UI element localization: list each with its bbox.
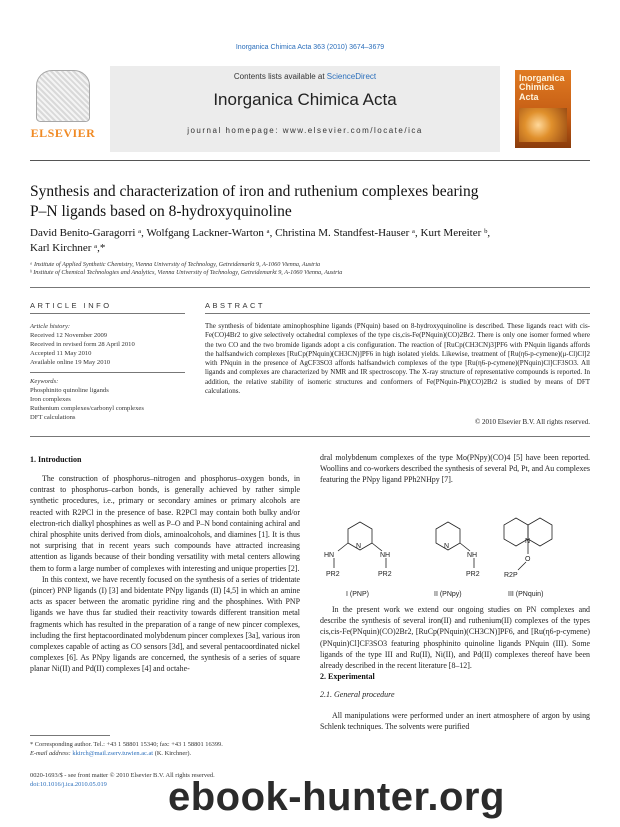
footnote-rule — [30, 735, 110, 736]
masthead — [110, 66, 500, 152]
scheme-label-iii: III (PNquin) — [508, 591, 544, 598]
right-paragraph-1: dral molybdenum complexes of the type Mo(PNpy)(CO)4 [5] have been reported. Woollins and co-workers described the synthesis of several Pd, Pt, and Au complexes featuring the PNpy ligand PPh2NHpy [7]. — [320, 453, 590, 485]
accepted-date: Accepted 11 May 2010 — [30, 350, 92, 357]
ligand-scheme — [320, 508, 590, 608]
email-suffix: (K. Kirchner). — [153, 750, 192, 757]
right-column-mid — [320, 604, 590, 671]
watermark: ebook-hunter.org — [168, 775, 505, 819]
journal-cover-image[interactable] — [515, 70, 571, 148]
scheme-label-i: I (PNP) — [346, 591, 369, 598]
abstract-text: The synthesis of bidentate aminophosphine ligands (PNquin) based on 8-hydroxyquinoline is described. These ligands react with cis-Fe(CO)4Br2 to give selectively octahedral complexes of the type cis,cis-Fe(PNquin)(CO)2Br2. There is only one isomer formed where the two CO and the two bromide ligands adopt a cis configuration. The reaction of [RuCp(CH3CN)3]PF6 with PNquin ligands affords the halfsandwich complexes [RuCp(PNquin)(CH3CN)]PF6 in high isolated yields. Likewise, treatment of [Ru(η6-p-cymene)(μ-Cl)Cl]2 with PNquin in the presence of AgCF3SO3 affords halfsandwich complexes of the type [Ru(η6-p-cymene)(PNquin)Cl]CF3SO3. All ligands and complexes are characterized by NMR and IR spectroscopy. The X-ray structure of representative compounds is reported. In addition, the relative stability of isomeric structures and conformers of Fe(PNquin-Ph)(CO)2Br2 is studied by means of DFT calculations. — [205, 322, 590, 396]
quinoline-ring-b — [528, 518, 552, 546]
affiliation-a: ᵃ Institute of Applied Synthetic Chemistry, Vienna University of Technology, Getreidemarkt 9, A-1060 Vienna, Austria — [30, 261, 321, 268]
right-column-top — [320, 452, 590, 486]
right-column-bottom — [320, 710, 590, 732]
keywords-block — [30, 377, 180, 422]
general-procedure-heading: 2.1. General procedure — [320, 690, 395, 699]
online-date: Available online 19 May 2010 — [30, 359, 111, 366]
right-paragraph-3: All manipulations were performed under an inert atmosphere of argon by using Schlenk techniques. The solvents were purified — [320, 711, 590, 732]
abstract-bottom-rule — [30, 436, 590, 437]
elsevier-tree-icon — [36, 70, 90, 122]
author-list — [30, 226, 595, 256]
email-label: E-mail address: — [30, 750, 73, 757]
affiliation-b: ᵇ Institute of Chemical Technologies and Analytics, Vienna University of Technology, Getreidemarkt 9, A-1060 Vienna, Austria — [30, 269, 343, 276]
authors-line-1[interactable]: David Benito-Garagorri ᵃ, Wolfgang Lackner-Warton ᵃ, Christina M. Standfest-Hauser ᵃ, Kurt Mereiter ᵇ, — [30, 227, 491, 239]
info-rule — [30, 313, 185, 314]
header-rule — [30, 160, 590, 161]
revised-date: Received in revised form 28 April 2010 — [30, 341, 135, 348]
journal-citation[interactable]: Inorganica Chimica Acta 363 (2010) 3674–3679 — [235, 44, 385, 51]
abstract-copyright: © 2010 Elsevier B.V. All rights reserved. — [474, 418, 590, 426]
doi-link[interactable]: doi:10.1016/j.ica.2010.05.019 — [30, 781, 107, 788]
contents-line — [110, 66, 500, 81]
journal-header — [30, 66, 590, 152]
atom-nh-ii: NH — [467, 552, 478, 559]
abstract-heading: ABSTRACT — [205, 301, 266, 310]
received-date: Received 12 November 2009 — [30, 332, 108, 339]
cover-art — [519, 108, 567, 142]
atom-o-iii: O — [525, 556, 531, 563]
abstract-rule — [205, 313, 590, 314]
sciencedirect-link[interactable]: ScienceDirect — [326, 72, 377, 81]
journal-name: Inorganica Chimica Acta — [213, 90, 397, 109]
right-paragraph-2: In the present work we extend our ongoing studies on PN complexes and describe the synthesis of several iron(II) and ruthenium(II) complexes of the types cis,cis-Fe(PNquin)(CO)2Br2, [RuCp(PNquin)(CH3CN)]PF6, and [Ru(η6-p-cymene)(PNquin)Cl]CF3SO3 featuring phosphinito quinoline ligands PNquin (III). Some ligands of the type III and Ru(II), Ni(II), and Pd(II) complexes thereof have been already described in the recent literature [8–12]. — [320, 605, 590, 671]
atom-pr2-i-right: PR2 — [378, 571, 392, 578]
footnote-email-line — [30, 749, 310, 758]
affiliation-rule — [30, 287, 590, 288]
author-email-link[interactable]: kkirch@mail.zserv.tuwien.ac.at — [72, 750, 154, 757]
experimental-heading: 2. Experimental — [320, 672, 375, 681]
bond-i-right — [372, 543, 382, 551]
article-info-heading: ARTICLE INFO — [30, 301, 112, 310]
authors-line-2[interactable]: Karl Kirchner ᵃ,* — [30, 242, 106, 254]
atom-n-iii: N — [525, 538, 531, 545]
intro-paragraph-2: In this context, we have recently focused on the synthesis of a series of tridentate (pincer) PNP ligands (I) [3] and bidentate PNpy ligands (II) [4,5] in which an amine acts as spacer between the aromatic pyridine ring and the phosphines. With PNP ligands we have thus far studied their reactivity towards different transition metal fragments which has resulted in the preparation of a range of new pincer complexes, including the first heptacoordinated molybdenum pincer complexes [3a], various iron complexes capable of acting as CO sensors [3d], and several pentacoordinated nickel complexes [6]. As PNpy ligands are concerned, the synthesis of a series of square planar Ni(II) and Pd(II) complexes [4] and octahe- — [30, 574, 300, 674]
introduction-heading: 1. Introduction — [30, 455, 82, 464]
atom-pr2-ii: PR2 — [466, 571, 480, 578]
issn-line: 0020-1693/$ - see front matter © 2010 Elsevier B.V. All rights reserved. — [30, 772, 215, 779]
cover-title: Inorganica Chimica Acta — [519, 73, 565, 102]
contents-prefix: Contents lists available at — [233, 72, 327, 81]
atom-n-ii: N — [444, 543, 450, 550]
left-column — [30, 473, 300, 675]
atom-nh-i: NH — [380, 552, 391, 559]
bond-i-left — [338, 543, 348, 551]
keyword-item: Phosphinito quinoline ligands — [30, 387, 109, 394]
keyword-item: Iron complexes — [30, 396, 71, 403]
footnote-contact: * Corresponding author. Tel.: +43 1 58801 15340; fax: +43 1 58801 16399. — [30, 741, 223, 748]
keywords-label: Keywords: — [30, 378, 59, 385]
scheme-label-ii: II (PNpy) — [434, 591, 462, 598]
title-line-1: Synthesis and characterization of iron and ruthenium complexes bearing — [30, 183, 479, 200]
article-title — [30, 182, 590, 222]
elsevier-logo[interactable] — [30, 70, 96, 148]
title-line-2: P–N ligands based on 8-hydroxyquinoline — [30, 203, 292, 220]
bond-ii-nh — [460, 543, 470, 551]
elsevier-wordmark: ELSEVIER — [30, 126, 96, 140]
journal-homepage[interactable]: journal homepage: www.elsevier.com/locate/ica — [187, 126, 423, 135]
keyword-item: DFT calculations — [30, 414, 76, 421]
ligand-structures-svg — [320, 508, 590, 608]
keyword-item: Ruthenium complexes/carbonyl complexes — [30, 405, 144, 412]
intro-paragraph-1: The construction of phosphorus–nitrogen and phosphorus–oxygen bonds, in contrast to phosphorus–carbon bonds, is generally achieved by rather simple synthetic procedures, i.e., primary or secondary amines or primary alcohols are reacted with R2PCl in the presence of base. R2PCl may contain both bulky and/or electron-rich dialkyl phosphines as well as P–O and P–N bond containing achiral and chiral phosphite units derived from diols, aminoalcohols, and diamines [1]. It is thus not surprising that in recent years such compounds have attracted increasing attention as ligands because of their bonding versatility with metal centers allowing them to form a large number of complexes with interesting and unique properties [2]. — [30, 474, 300, 573]
keywords-rule — [30, 372, 185, 373]
history-label: Article history: — [30, 323, 71, 330]
atom-r2p-iii: R2P — [504, 572, 518, 579]
bond-iii-p — [518, 562, 526, 570]
atom-pr2-i-left: PR2 — [326, 571, 340, 578]
article-history — [30, 322, 180, 367]
atom-hn-i: HN — [324, 552, 335, 559]
corresponding-author-footnote — [30, 740, 310, 758]
atom-n-i: N — [356, 543, 362, 550]
